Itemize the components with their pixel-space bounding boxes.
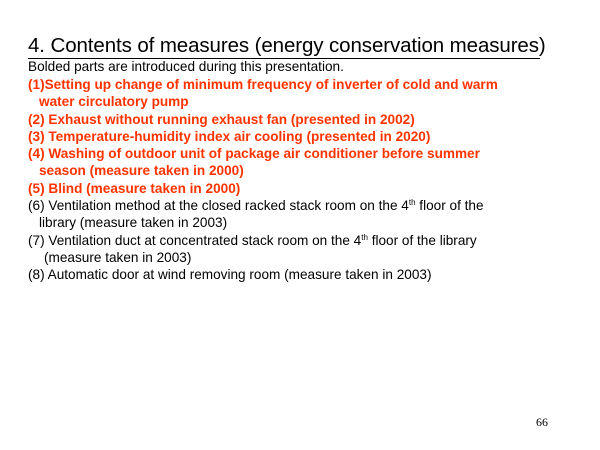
slide-title: 4. Contents of measures (energy conservation measures) (28, 34, 546, 57)
measure-item-2: (2) Exhaust without running exhaust fan (presented in 2002) (28, 111, 415, 127)
measure-item-6: (6) Ventilation method at the closed racked stack room on the 4th floor of the library (measure taken in 2003) (28, 198, 484, 231)
measure-item-3: (3) Temperature-humidity index air cooling (presented in 2020) (28, 128, 431, 144)
measure-item-4: (4) Washing of outdoor unit of package air conditioner before summer season (measure taken in 2000) (28, 146, 480, 179)
measure-item-5: (5) Blind (measure taken in 2000) (28, 180, 241, 196)
measure-item-8: (8) Automatic door at wind removing room (measure taken in 2003) (28, 267, 432, 283)
measure-item-1: (1)Setting up change of minimum frequency of inverter of cold and warm water circulatory pump (28, 77, 498, 110)
measure-item-7: (7) Ventilation duct at concentrated stack room on the 4th floor of the library (measure taken in 2003) (28, 232, 477, 265)
measures-list (28, 76, 588, 284)
page-number: 66 (536, 415, 548, 429)
slide-subtitle: Bolded parts are introduced during this presentation. (28, 59, 344, 74)
